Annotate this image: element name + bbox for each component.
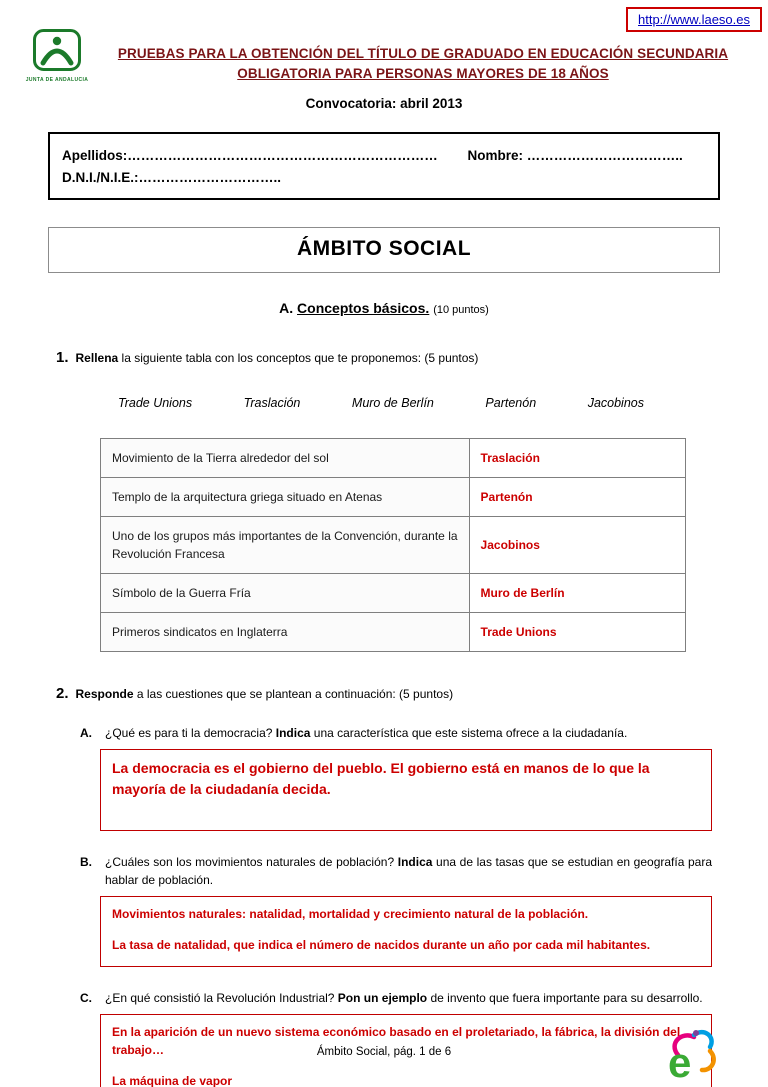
table-row bbox=[101, 613, 686, 652]
answer-cell[interactable]: Traslación bbox=[469, 439, 685, 478]
concept-cell: Primeros sindicatos en Inglaterra bbox=[101, 613, 470, 652]
table-row bbox=[101, 517, 686, 574]
answer-text: Movimientos naturales: natalidad, mortalidad y crecimiento natural de la población. bbox=[112, 906, 589, 921]
word-bank-item: Muro de Berlín bbox=[351, 396, 434, 411]
junta-de-andalucia-logo bbox=[22, 29, 92, 83]
exam-title-line2: OBLIGATORIA PARA PERSONAS MAYORES DE 18 AÑOS bbox=[237, 65, 609, 81]
question-2c-text: ¿En qué consistió la Revolución Industrial? Pon un ejemplo de invento que fuera importante para su desarrollo. bbox=[105, 990, 703, 1005]
concept-cell: Símbolo de la Guerra Fría bbox=[101, 574, 470, 613]
question-2-text: a las cuestiones que se plantean a continuación: (5 puntos) bbox=[133, 687, 454, 702]
answer-text: La tasa de natalidad, que indica el número de nacidos durante un año por cada mil habitantes. bbox=[112, 937, 651, 952]
part-a-points: (10 puntos) bbox=[433, 304, 489, 317]
exam-title-line1: PRUEBAS PARA LA OBTENCIÓN DEL TÍTULO DE GRADUADO EN EDUCACIÓN SECUNDARIA bbox=[117, 46, 729, 61]
convocatoria-label: Convocatoria: abril 2013 bbox=[305, 96, 463, 112]
answer-cell[interactable]: Jacobinos bbox=[469, 517, 685, 574]
part-a-label: A. bbox=[279, 300, 294, 317]
concept-cell: Movimiento de la Tierra alrededor del sol bbox=[101, 439, 470, 478]
concepts-table bbox=[100, 438, 686, 652]
word-bank-item: Jacobinos bbox=[587, 396, 644, 411]
laeso-e-icon bbox=[660, 1039, 720, 1087]
student-name-line bbox=[62, 148, 706, 163]
answer-text: La máquina de vapor bbox=[112, 1073, 233, 1087]
nombre-field[interactable]: Nombre: …………………………….. bbox=[467, 148, 683, 164]
website-link-box[interactable] bbox=[626, 7, 762, 32]
question-2c-prompt bbox=[80, 989, 712, 1008]
question-2b-prompt bbox=[80, 853, 712, 890]
word-bank-item: Traslación bbox=[243, 396, 301, 411]
question-2b-text: ¿Cuáles son los movimientos naturales de población? Indica una de las tasas que se estudian en geografía para hablar de población. bbox=[105, 854, 713, 888]
question-2a-prompt bbox=[80, 724, 712, 743]
part-a-title: Conceptos básicos. bbox=[297, 300, 430, 317]
website-url[interactable]: http://www.laeso.es bbox=[638, 12, 750, 27]
junta-logo-caption: JUNTA DE ANDALUCIA bbox=[25, 77, 89, 83]
answer-text: La democracia es el gobierno del pueblo. El gobierno está en manos de lo que la mayoría de la ciudadanía decida. bbox=[112, 759, 650, 797]
question-2a-letter: A. bbox=[80, 726, 92, 741]
page-footer: Ámbito Social, pág. 1 de 6 bbox=[316, 1046, 452, 1058]
question-2c bbox=[80, 989, 712, 1087]
question-2c-letter: C. bbox=[80, 990, 92, 1005]
svg-text:e: e bbox=[668, 1039, 692, 1083]
student-info-box bbox=[48, 132, 720, 200]
answer-text: En la aparición de un nuevo sistema económico basado en el proletariado, la fábrica, la división del trabajo… bbox=[112, 1024, 681, 1057]
answer-box-a[interactable] bbox=[100, 749, 712, 831]
question-2b bbox=[80, 853, 712, 967]
question-2a-text: ¿Qué es para ti la democracia? Indica una característica que este sistema ofrece a la ciudadanía. bbox=[105, 726, 628, 741]
question-2a bbox=[80, 724, 712, 831]
laeso-logo bbox=[660, 1025, 720, 1083]
table-row bbox=[101, 439, 686, 478]
dni-field[interactable]: D.N.I./N.I.E.:………………………….. bbox=[62, 170, 282, 186]
section-title-box bbox=[48, 227, 720, 273]
concept-cell: Templo de la arquitectura griega situado en Atenas bbox=[101, 478, 470, 517]
question-1-number: 1. bbox=[56, 349, 69, 367]
answer-cell[interactable]: Muro de Berlín bbox=[469, 574, 685, 613]
question-1-verb: Rellena bbox=[75, 351, 119, 366]
section-title: ÁMBITO SOCIAL bbox=[296, 237, 472, 261]
concept-cell: Uno de los grupos más importantes de la Convención, durante la Revolución Francesa bbox=[101, 517, 470, 574]
part-a-heading bbox=[0, 300, 768, 316]
apellidos-field[interactable]: Apellidos:…………………………………………………………… bbox=[62, 148, 438, 164]
word-bank-item: Partenón bbox=[485, 396, 537, 411]
question-2-verb: Responde bbox=[75, 687, 134, 702]
answer-cell[interactable]: Trade Unions bbox=[469, 613, 685, 652]
question-2b-letter: B. bbox=[80, 854, 92, 869]
question-1-statement bbox=[56, 349, 712, 366]
question-1-text: la siguiente tabla con los conceptos que te proponemos: (5 puntos) bbox=[118, 351, 479, 366]
student-dni-line bbox=[62, 170, 706, 185]
answer-cell[interactable]: Partenón bbox=[469, 478, 685, 517]
question-2-number: 2. bbox=[56, 685, 69, 703]
table-row bbox=[101, 574, 686, 613]
junta-emblem-icon bbox=[33, 58, 81, 75]
word-bank bbox=[118, 396, 644, 410]
table-row bbox=[101, 478, 686, 517]
question-2-statement bbox=[56, 685, 712, 702]
word-bank-item: Trade Unions bbox=[118, 396, 193, 411]
answer-box-b[interactable] bbox=[100, 896, 712, 967]
